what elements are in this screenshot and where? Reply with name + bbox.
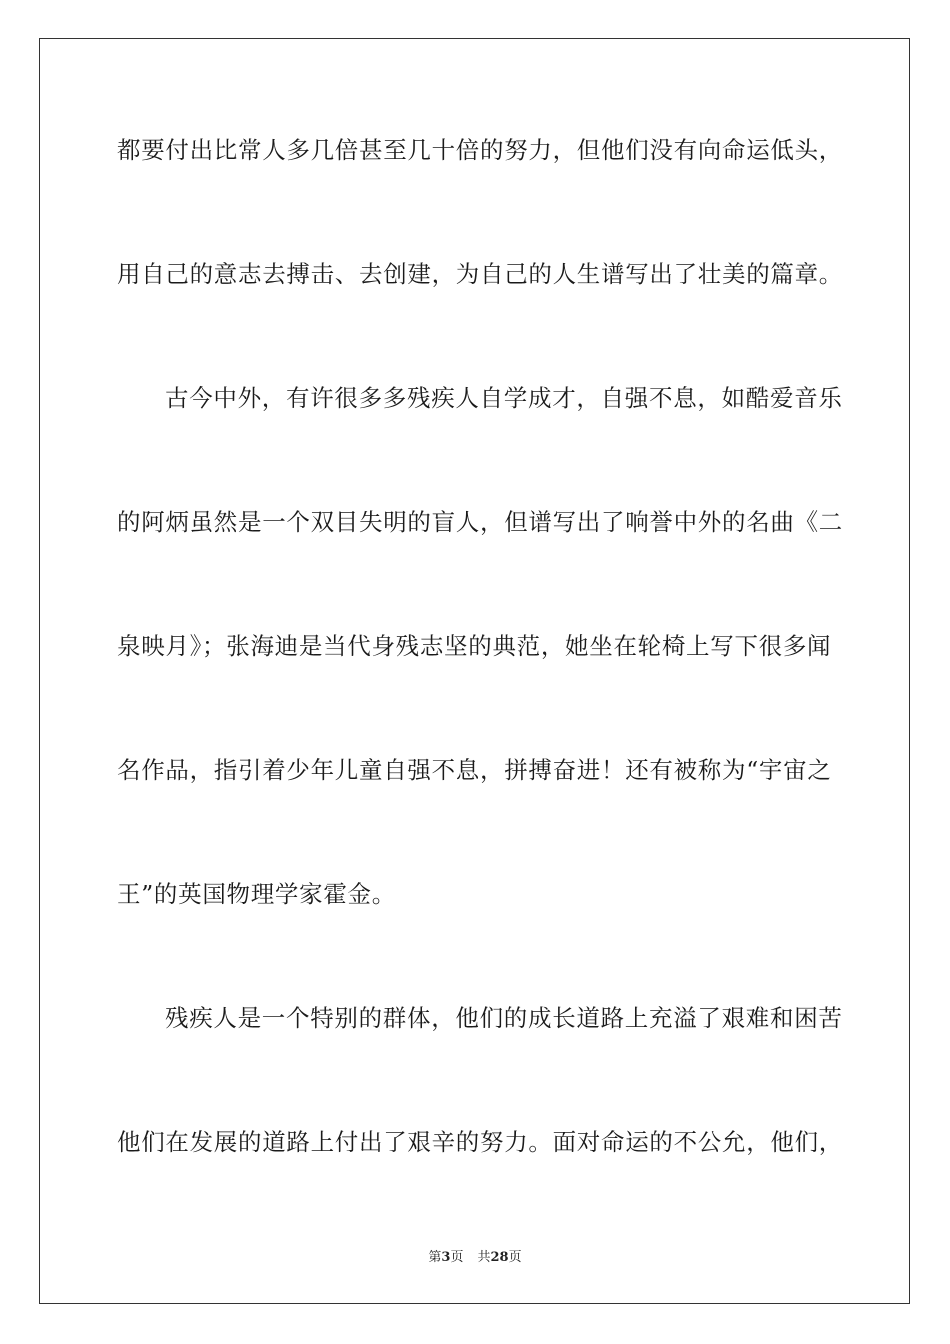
- page-border: [39, 38, 910, 1304]
- body-text-line-2: 用自己的意志去搏击、去创建，为自己的人生谱写出了壮美的篇章。: [117, 260, 843, 288]
- body-text-line-9: 他们在发展的道路上付出了艰辛的努力。面对命运的不公允，他们，: [117, 1128, 843, 1156]
- body-text-line-6: 名作品，指引着少年儿童自强不息，拼搏奋进！还有被称为“宇宙之: [117, 756, 832, 784]
- footer-total-prefix: 共: [477, 1250, 491, 1265]
- page-footer: [0, 1249, 950, 1267]
- footer-page-prefix: 第: [428, 1250, 442, 1265]
- body-text-line-3: 古今中外，有许很多多残疾人自学成才，自强不息，如酷爱音乐: [165, 384, 843, 412]
- body-text-line-5: 泉映月》；张海迪是当代身残志坚的典范，她坐在轮椅上写下很多闻: [117, 632, 832, 660]
- footer-total-pages: 28: [490, 1250, 509, 1265]
- footer-page-number: 3: [441, 1250, 451, 1265]
- body-text-line-1: 都要付出比常人多几倍甚至几十倍的努力，但他们没有向命运低头，: [117, 136, 843, 164]
- body-text-line-7: 王”的英国物理学家霍金。: [117, 880, 396, 908]
- footer-total-suffix: 页: [508, 1250, 522, 1265]
- body-text-line-8: 残疾人是一个特别的群体，他们的成长道路上充溢了艰难和困苦: [165, 1004, 843, 1032]
- footer-page-suffix: 页: [450, 1250, 464, 1265]
- body-text-line-4: 的阿炳虽然是一个双目失明的盲人，但谱写出了响誉中外的名曲《二: [117, 508, 843, 536]
